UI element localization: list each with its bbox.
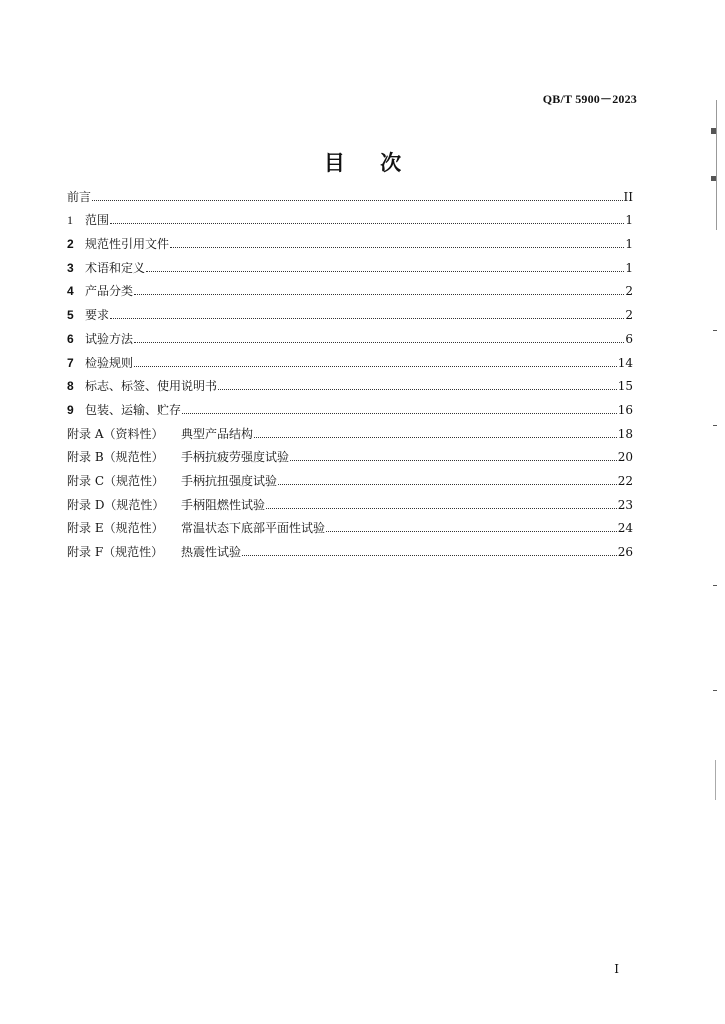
table-of-contents xyxy=(67,180,633,559)
dot-leader xyxy=(254,437,617,438)
toc-label: 标志、标签、使用说明书 xyxy=(85,379,218,394)
toc-entry-4[interactable] xyxy=(67,275,633,299)
annex-designation: 附录 C（规范性） xyxy=(67,473,164,488)
toc-number: 4 xyxy=(67,284,74,299)
toc-page-number: 26 xyxy=(617,545,633,559)
toc-number: 2 xyxy=(67,237,74,252)
annex-designation: 附录 E（规范性） xyxy=(67,521,164,536)
dot-leader xyxy=(326,531,617,532)
dot-leader xyxy=(182,413,617,414)
scan-edge-mark xyxy=(713,330,717,331)
annex-designation: 附录 F（规范性） xyxy=(67,545,164,559)
toc-page-number: 14 xyxy=(617,355,633,370)
toc-entry-annex-b[interactable] xyxy=(67,441,633,465)
toc-label: 检验规则 xyxy=(85,355,134,370)
toc-number: 9 xyxy=(67,402,74,417)
scan-edge-mark xyxy=(713,690,717,691)
toc-entry-2[interactable] xyxy=(67,227,633,251)
toc-label: 要求 xyxy=(85,308,110,323)
toc-label: 热震性试验 xyxy=(181,545,242,559)
toc-number: 1 xyxy=(67,213,73,228)
dot-leader xyxy=(110,318,624,319)
toc-page-number: 2 xyxy=(625,308,633,323)
toc-label: 常温状态下底部平面性试验 xyxy=(181,521,326,536)
toc-number: 6 xyxy=(67,331,74,346)
toc-page-number: 24 xyxy=(617,521,633,536)
dot-leader xyxy=(92,200,623,201)
toc-entry-5[interactable] xyxy=(67,298,633,322)
toc-label: 产品分类 xyxy=(85,284,134,299)
toc-entry-annex-f[interactable] xyxy=(67,535,633,559)
toc-page-number: 16 xyxy=(617,402,633,417)
page-number: I xyxy=(614,962,619,976)
annex-designation: 附录 D（规范性） xyxy=(67,497,165,512)
toc-entry-annex-d[interactable] xyxy=(67,488,633,512)
scan-edge-mark xyxy=(716,100,717,230)
dot-leader xyxy=(146,271,624,272)
scan-edge-mark xyxy=(711,128,716,134)
scan-edge-mark xyxy=(711,176,716,181)
toc-entry-annex-e[interactable] xyxy=(67,512,633,536)
toc-page-number: 20 xyxy=(617,450,633,465)
dot-leader xyxy=(218,389,617,390)
dot-leader xyxy=(134,366,617,367)
toc-number: 5 xyxy=(67,308,74,323)
toc-page-number: II xyxy=(623,189,633,204)
scan-edge-mark xyxy=(713,585,717,586)
toc-entry-annex-a[interactable] xyxy=(67,417,633,441)
toc-label: 范围 xyxy=(85,213,110,228)
toc-entry-7[interactable] xyxy=(67,346,633,370)
dot-leader xyxy=(266,508,617,509)
dot-leader xyxy=(242,555,617,556)
toc-page-number: 1 xyxy=(625,213,633,228)
toc-label: 规范性引用文件 xyxy=(85,237,170,252)
document-code: QB/T 5900－2023 xyxy=(542,92,637,106)
dot-leader xyxy=(170,247,624,248)
toc-label: 试验方法 xyxy=(85,331,134,346)
dot-leader xyxy=(110,223,624,224)
toc-page-number: 1 xyxy=(625,237,633,252)
toc-entry-1[interactable] xyxy=(67,204,633,228)
scan-edge-mark xyxy=(715,760,716,800)
toc-label: 包装、运输、贮存 xyxy=(85,402,182,417)
dot-leader xyxy=(290,460,617,461)
toc-page-number: 23 xyxy=(617,497,633,512)
toc-label: 前言 xyxy=(67,189,92,204)
scan-edge-mark xyxy=(713,425,717,426)
toc-page-number: 6 xyxy=(625,331,633,346)
toc-number: 3 xyxy=(67,260,74,275)
toc-label: 手柄抗疲劳强度试验 xyxy=(181,450,290,465)
toc-number: 7 xyxy=(67,355,74,370)
toc-entry-6[interactable] xyxy=(67,322,633,346)
annex-designation: 附录 B（规范性） xyxy=(67,450,164,465)
toc-entry-foreword[interactable] xyxy=(67,180,633,204)
toc-entry-annex-c[interactable] xyxy=(67,464,633,488)
annex-designation: 附录 A（资料性） xyxy=(67,426,164,441)
toc-label: 典型产品结构 xyxy=(181,426,254,441)
toc-page-number: 15 xyxy=(617,379,633,394)
dot-leader xyxy=(134,342,624,343)
toc-page-number: 18 xyxy=(617,426,633,441)
toc-label: 手柄阻燃性试验 xyxy=(181,497,266,512)
toc-entry-9[interactable] xyxy=(67,393,633,417)
toc-number: 8 xyxy=(67,379,74,394)
toc-entry-3[interactable] xyxy=(67,251,633,275)
toc-label: 术语和定义 xyxy=(85,260,146,275)
dot-leader xyxy=(278,484,617,485)
dot-leader xyxy=(134,294,624,295)
toc-page-number: 2 xyxy=(625,284,633,299)
page-title: 目 次 xyxy=(323,150,416,175)
toc-label: 手柄抗扭强度试验 xyxy=(181,473,278,488)
toc-entry-8[interactable] xyxy=(67,370,633,394)
toc-page-number: 1 xyxy=(625,260,633,275)
toc-page-number: 22 xyxy=(617,473,633,488)
